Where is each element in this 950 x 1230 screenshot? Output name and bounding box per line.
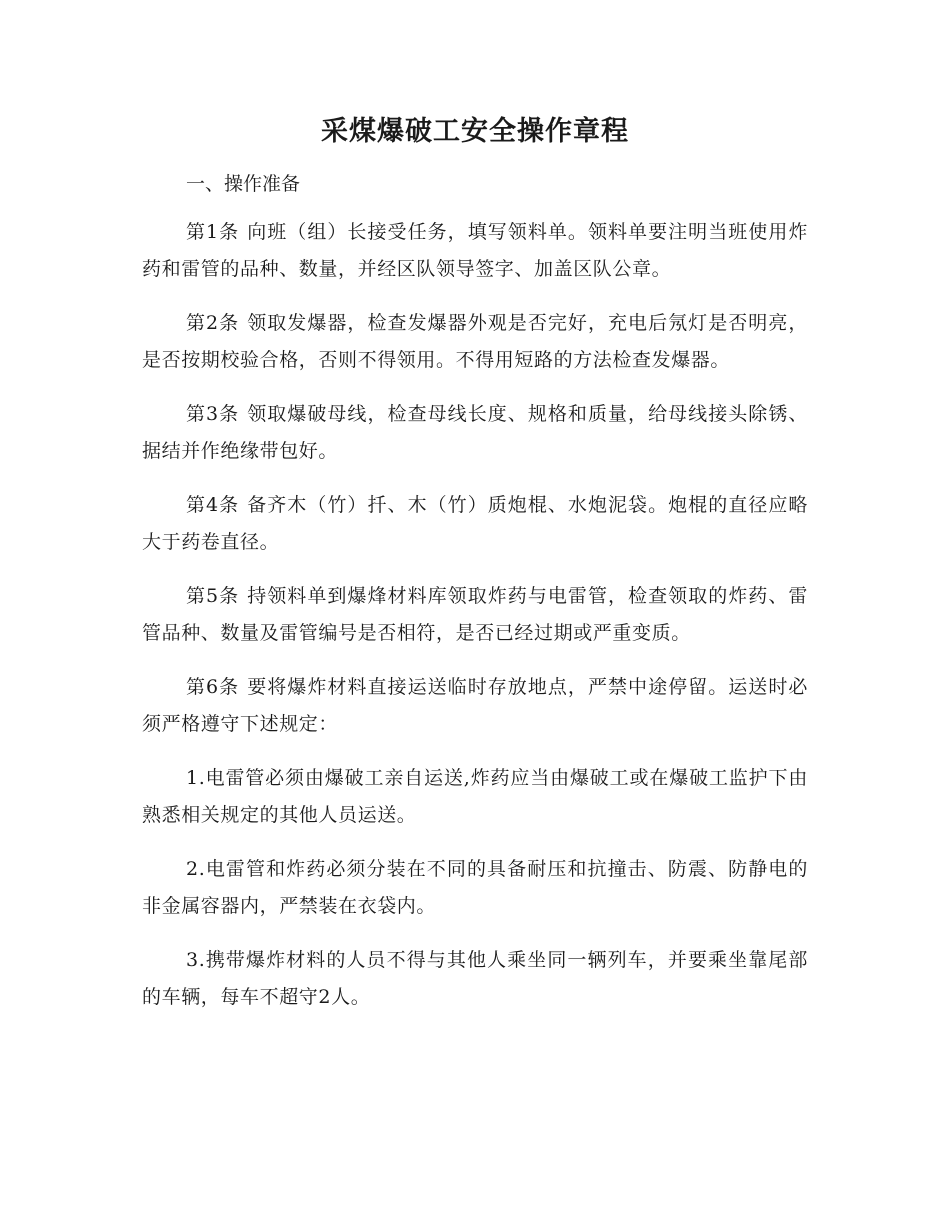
article-2 [142,305,808,379]
article-4 [142,487,808,561]
article-label: 第5条 [186,585,240,607]
article-text: 领取发爆器，检查发爆器外观是否完好，充电后氖灯是否明亮，是否按期校验合格，否则不得领用。不得用短路的方法检查发爆器。 [142,312,808,371]
article-text: 领取爆破母线，检查母线长度、规格和质量，给母线接头除锈、据结并作绝缘带包好。 [142,403,808,462]
article-text: 持领料单到爆烽材料库领取炸药与电雷管，检查领取的炸药、雷管品种、数量及雷管编号是否相符，是否已经过期或严重变质。 [142,585,808,644]
rule-2: 2.电雷管和炸药必须分装在不同的具备耐压和抗撞击、防震、防静电的非金属容器内，严禁装在衣袋内。 [142,858,808,917]
article-label: 第3条 [186,403,240,425]
rule-1: 1.电雷管必须由爆破工亲自运送,炸药应当由爆破工或在爆破工监护下由熟悉相关规定的其他人员运送。 [142,767,808,826]
article-3 [142,396,808,470]
article-5 [142,578,808,652]
article-label: 第6条 [186,676,240,698]
document-title: 采煤爆破工安全操作章程 [321,116,629,147]
article-1 [142,214,808,288]
article-text: 要将爆炸材料直接运送临时存放地点，严禁中途停留。运送时必须严格遵守下述规定： [142,676,808,735]
section-heading: 一、操作准备 [186,173,301,195]
rule-3: 3.携带爆炸材料的人员不得与其他人乘坐同一辆列车，并要乘坐靠尾部的车辆，每车不超守2人。 [142,949,808,1008]
article-label: 第1条 [186,221,240,243]
article-label: 第4条 [186,494,240,516]
article-text: 备齐木（竹）扦、木（竹）质炮棍、水炮泥袋。炮棍的直径应略大于药卷直径。 [142,494,808,553]
document-body [142,166,808,1016]
article-text: 向班（组）长接受任务，填写领料单。领料单要注明当班使用炸药和雷管的品种、数量，并经区队领导签字、加盖区队公章。 [142,221,808,280]
article-label: 第2条 [186,312,240,334]
article-6 [142,669,808,743]
